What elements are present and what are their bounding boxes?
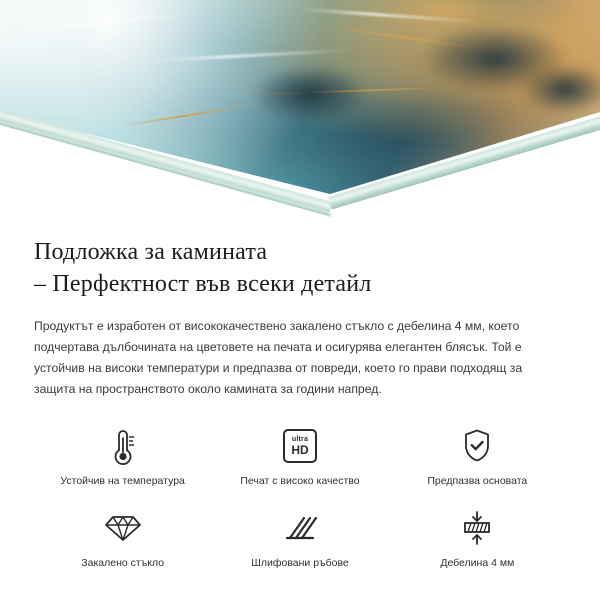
page-title xyxy=(34,236,566,300)
feature-item-thickness xyxy=(389,506,566,570)
diamond-icon xyxy=(103,506,143,550)
ultra-hd-icon: ultra HD xyxy=(283,424,317,468)
feature-item-protects-base xyxy=(389,424,566,488)
polished-edges-icon xyxy=(280,506,320,550)
feature-label: Устойчив на температура xyxy=(60,475,185,487)
headline-line-1: Подложка за камината xyxy=(34,239,268,265)
headline-line-2: – Перфектност във всеки детайл xyxy=(34,271,372,297)
feature-label: Дебелина 4 мм xyxy=(440,557,515,569)
shield-check-icon xyxy=(460,424,494,468)
thickness-arrows-icon xyxy=(457,506,497,550)
feature-label: Закалено стъкло xyxy=(81,557,165,569)
feature-label: Предпазва основата xyxy=(427,475,528,487)
feature-label: Печат с високо качество xyxy=(240,475,360,487)
feature-item-print-quality xyxy=(211,424,388,488)
feature-grid xyxy=(34,424,566,570)
feature-label: Шлифовани ръбове xyxy=(251,557,349,569)
feature-item-polished-edges xyxy=(211,506,388,570)
feature-item-temperature xyxy=(34,424,211,488)
content-block xyxy=(0,236,600,570)
sparkle-icon xyxy=(498,160,532,194)
thermometer-icon xyxy=(106,424,140,468)
description-paragraph: Продуктът е изработен от висококачествено закалено стъкло с дебелина 4 мм, което подчертава дълбочината на цветовете на печата и осигурява елегантен блясък. Той е устойчив на високи температури и предпазва от повреди, което го прави подходящ за защита на пространството около камината за години напред. xyxy=(34,319,523,396)
glass-panel-artwork xyxy=(0,0,600,194)
hero-image xyxy=(0,0,600,222)
feature-item-tempered-glass xyxy=(34,506,211,570)
